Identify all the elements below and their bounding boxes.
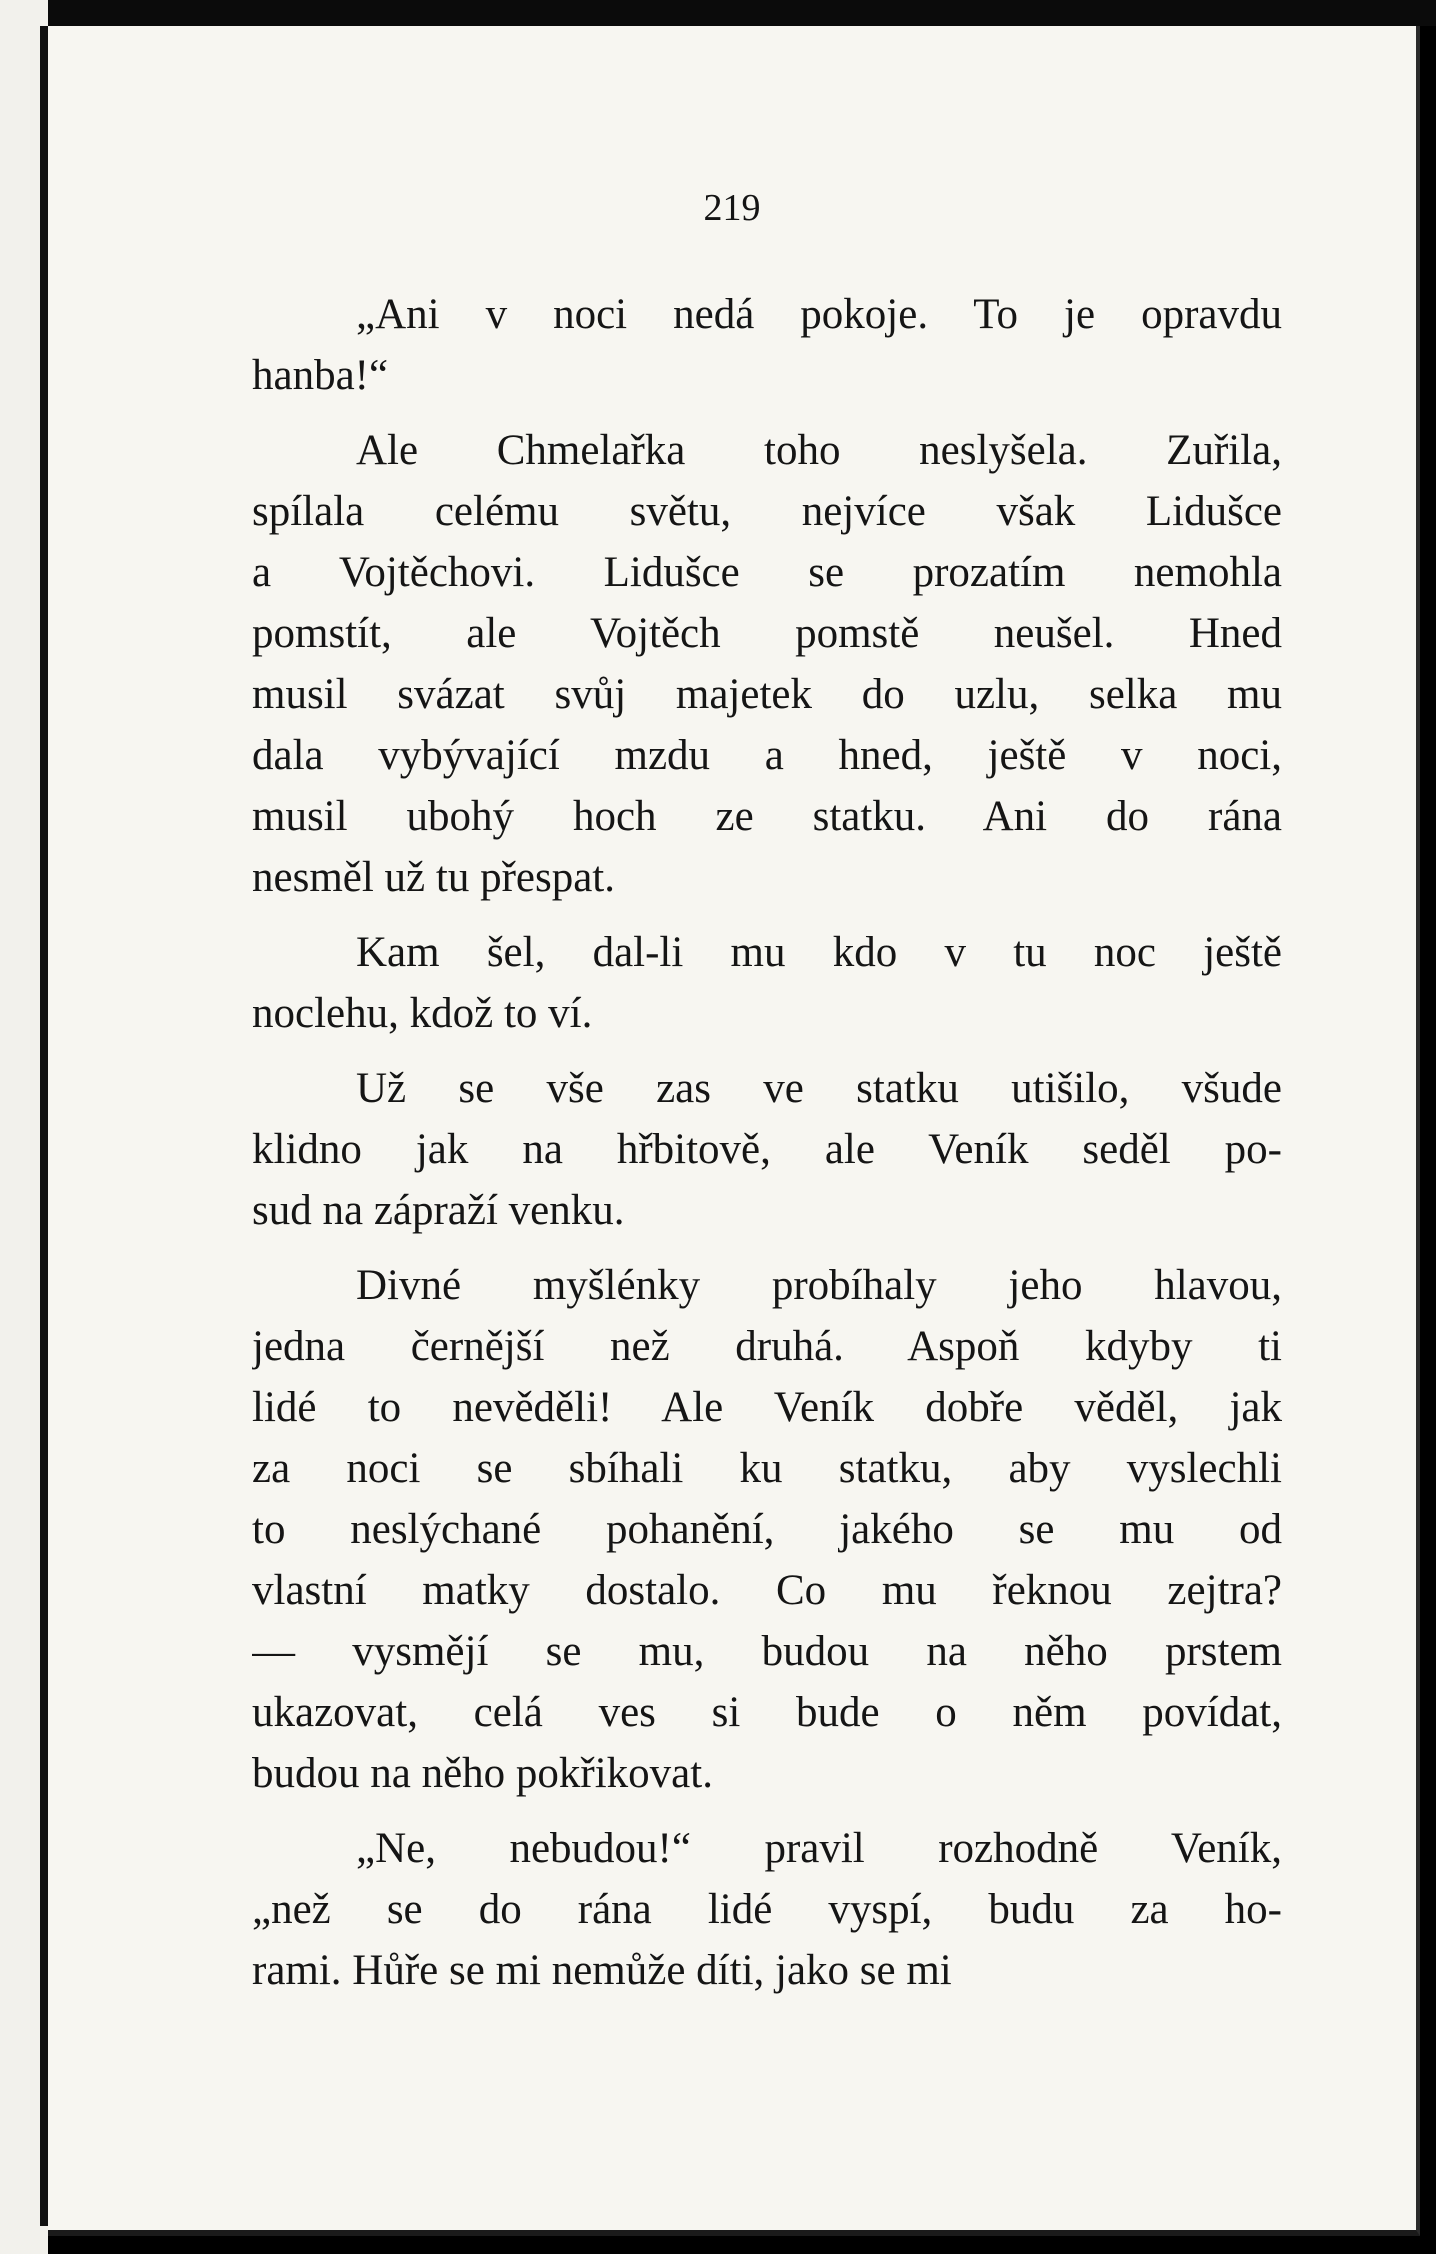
text-line: dala vybývající mzdu a hned, ještě v noci, bbox=[252, 732, 1282, 779]
text-line: a Vojtěchovi. Lidušce se prozatím nemohla bbox=[252, 549, 1282, 596]
paragraph bbox=[252, 284, 1282, 406]
paragraph bbox=[252, 420, 1282, 908]
text-line: sud na zápraží venku. bbox=[252, 1187, 625, 1234]
text-line: ukazovat, celá ves si bude o něm povídat, bbox=[252, 1689, 1282, 1736]
text-line: musil ubohý hoch ze statku. Ani do rána bbox=[252, 793, 1282, 840]
paragraph bbox=[252, 1255, 1282, 1804]
text-line: spílala celému světu, nejvíce však Lidušce bbox=[252, 488, 1282, 535]
text-line: za noci se sbíhali ku statku, aby vyslechli bbox=[252, 1445, 1282, 1492]
text-line: to neslýchané pohanění, jakého se mu od bbox=[252, 1506, 1282, 1553]
text-line: Už se vše zas ve statku utišilo, všude bbox=[356, 1065, 1282, 1112]
text-line: hanba!“ bbox=[252, 352, 389, 399]
text-line: musil svázat svůj majetek do uzlu, selka mu bbox=[252, 671, 1282, 718]
paragraph bbox=[252, 1818, 1282, 2001]
text-line: Ale Chmelařka toho neslyšela. Zuřila, bbox=[356, 427, 1282, 474]
text-line: — vysmějí se mu, budou na něho prstem bbox=[252, 1628, 1282, 1675]
text-line: Kam šel, dal-li mu kdo v tu noc ještě bbox=[356, 929, 1282, 976]
text-line: pomstít, ale Vojtěch pomstě neušel. Hned bbox=[252, 610, 1282, 657]
text-line: jedna černější než druhá. Aspoň kdyby ti bbox=[252, 1323, 1282, 1370]
text-line: „Ani v noci nedá pokoje. To je opravdu bbox=[356, 291, 1282, 338]
text-line: nesměl už tu přespat. bbox=[252, 854, 616, 901]
paragraph bbox=[252, 1058, 1282, 1241]
text-line: noclehu, kdož to ví. bbox=[252, 990, 593, 1037]
text-line: lidé to nevěděli! Ale Veník dobře věděl, jak bbox=[252, 1384, 1282, 1431]
paragraph bbox=[252, 922, 1282, 1044]
body-text bbox=[252, 284, 1282, 2015]
text-line: „Ne, nebudou!“ pravil rozhodně Veník, bbox=[356, 1825, 1282, 1872]
book-spine-edge bbox=[40, 26, 48, 2226]
scan-top-edge bbox=[0, 0, 1436, 26]
text-line: vlastní matky dostalo. Co mu řeknou zejtra? bbox=[252, 1567, 1282, 1614]
page-number: 219 bbox=[703, 187, 761, 229]
text-line: klidno jak na hřbitově, ale Veník seděl po- bbox=[252, 1126, 1282, 1173]
text-line: Divné myšlénky probíhaly jeho hlavou, bbox=[356, 1262, 1282, 1309]
book-page bbox=[48, 26, 1420, 2236]
text-line: „než se do rána lidé vyspí, budu za ho- bbox=[252, 1886, 1282, 1933]
text-line: budou na něho pokřikovat. bbox=[252, 1750, 713, 1797]
text-line: rami. Hůře se mi nemůže díti, jako se mi bbox=[252, 1947, 952, 1994]
